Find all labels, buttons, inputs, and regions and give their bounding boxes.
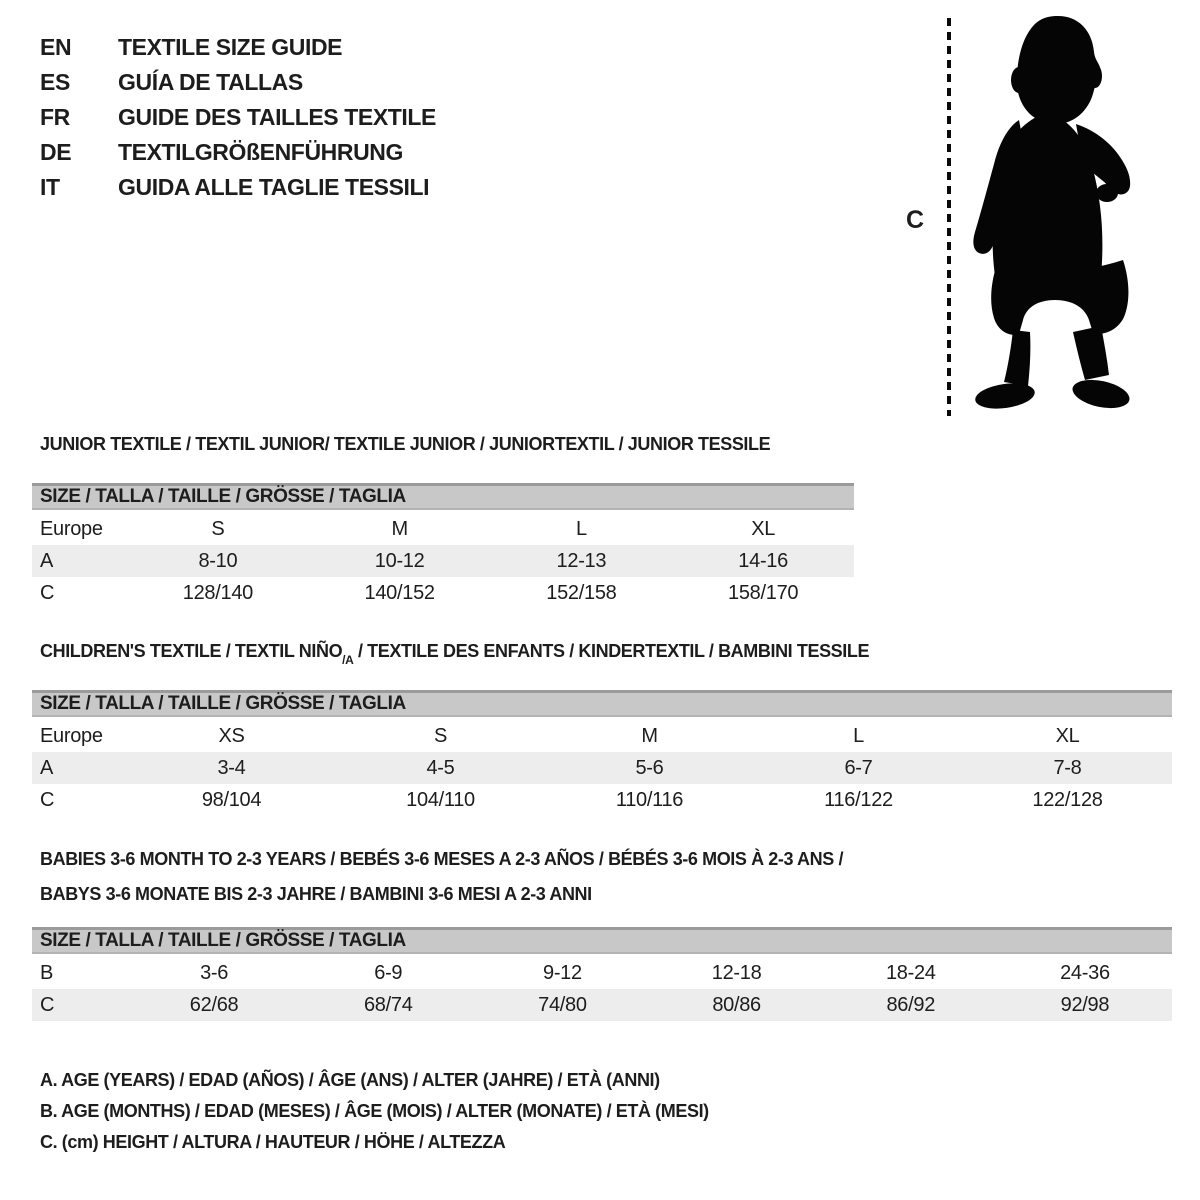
language-title-list (40, 30, 436, 205)
table-cell: 10-12 (374, 549, 425, 572)
guide-title-es: GUÍA DE TALLAS (118, 69, 303, 95)
children-col-l: L (853, 724, 864, 747)
babies-table-size-header: SIZE / TALLA / TAILLE / GRÖSSE / TAGLIA (32, 927, 1172, 954)
row-label: C (40, 581, 55, 604)
children-section-title (40, 641, 869, 665)
children-title-sub: /A (342, 652, 354, 667)
table-cell: 6-7 (844, 756, 873, 779)
table-cell: 92/98 (1060, 993, 1110, 1016)
table-cell: 140/152 (364, 581, 435, 604)
table-cell: 4-5 (426, 756, 455, 779)
table-cell: 158/170 (728, 581, 799, 604)
table-cell: 24-36 (1060, 961, 1110, 984)
table-cell: 152/158 (546, 581, 617, 604)
table-cell: 98/104 (201, 788, 262, 811)
children-col-xs: XS (218, 724, 245, 747)
children-col-s: S (433, 724, 448, 747)
junior-col-l: L (575, 517, 587, 540)
table-cell: 80/86 (712, 993, 761, 1016)
table-cell: 8-10 (198, 549, 238, 572)
table-cell: 3-6 (200, 961, 229, 984)
legend-line-c: C. (cm) HEIGHT / ALTURA / HAUTEUR / HÖHE / ALTEZZA (40, 1132, 506, 1152)
junior-row-height (32, 577, 854, 609)
table-cell: 6-9 (374, 961, 403, 984)
junior-col-xl: XL (751, 517, 776, 540)
row-label: A (40, 549, 54, 572)
junior-table-size-header: SIZE / TALLA / TAILLE / GRÖSSE / TAGLIA (32, 483, 854, 510)
children-size-table (32, 690, 1172, 816)
junior-size-table (32, 483, 854, 609)
children-col-m: M (641, 724, 658, 747)
children-table-size-header: SIZE / TALLA / TAILLE / GRÖSSE / TAGLIA (32, 690, 1172, 717)
table-cell: 7-8 (1053, 756, 1082, 779)
table-cell: 74/80 (538, 993, 587, 1016)
babies-section-title-line2: BABYS 3-6 MONATE BIS 2-3 JAHRE / BAMBINI 3-6 MESI A 2-3 ANNI (40, 884, 592, 904)
junior-section-title: JUNIOR TEXTILE / TEXTIL JUNIOR/ TEXTILE JUNIOR / JUNIORTEXTIL / JUNIOR TESSILE (40, 434, 771, 454)
junior-col-m: M (391, 517, 408, 540)
language-code: EN (40, 34, 72, 60)
babies-size-table (32, 927, 1172, 1021)
children-row-height (32, 784, 1172, 816)
language-code: IT (40, 174, 60, 200)
legend-line-b: B. AGE (MONTHS) / EDAD (MESES) / ÂGE (MOIS) / ALTER (MONATE) / ETÀ (MESI) (40, 1101, 709, 1121)
junior-columns-row (32, 513, 854, 545)
guide-title-fr: GUIDE DES TAILLES TEXTILE (118, 104, 436, 130)
language-code: ES (40, 69, 70, 95)
junior-row-age (32, 545, 854, 577)
table-cell: 18-24 (885, 961, 936, 984)
table-cell: 122/128 (1032, 788, 1103, 811)
row-label: C (40, 993, 55, 1016)
language-row-fr (40, 100, 436, 135)
table-cell: 9-12 (543, 961, 582, 984)
guide-title-it: GUIDA ALLE TAGLIE TESSILI (118, 174, 430, 200)
table-cell: 62/68 (189, 993, 239, 1016)
table-cell: 5-6 (635, 756, 664, 779)
children-col-xl: XL (1055, 724, 1080, 747)
legend-line-a: A. AGE (YEARS) / EDAD (AÑOS) / ÂGE (ANS) / ALTER (JAHRE) / ETÀ (ANNI) (40, 1070, 660, 1090)
toddler-silhouette-image (960, 14, 1138, 418)
height-dashed-line (947, 18, 951, 416)
row-label: C (40, 788, 55, 811)
table-cell: 14-16 (738, 549, 788, 572)
babies-section-title-line1: BABIES 3-6 MONTH TO 2-3 YEARS / BEBÉS 3-6 MESES A 2-3 AÑOS / BÉBÉS 3-6 MOIS À 2-3 ANS / (40, 849, 844, 869)
table-cell: 116/122 (824, 788, 893, 811)
row-label: B (40, 961, 54, 984)
table-cell: 12-18 (711, 961, 762, 984)
language-row-it (40, 170, 436, 205)
babies-row-months (32, 957, 1172, 989)
children-row-age (32, 752, 1172, 784)
junior-col-label: Europe (40, 517, 103, 540)
table-cell: 3-4 (217, 756, 246, 779)
language-row-en (40, 30, 436, 65)
language-code: DE (40, 139, 72, 165)
junior-col-s: S (211, 517, 225, 540)
table-cell: 12-13 (556, 549, 607, 572)
language-code: FR (40, 104, 70, 130)
table-cell: 86/92 (886, 993, 936, 1016)
table-cell: 128/140 (182, 581, 253, 604)
language-row-es (40, 65, 436, 100)
children-title-post: / TEXTILE DES ENFANTS / KINDERTEXTIL / BAMBINI TESSILE (353, 641, 870, 661)
language-row-de (40, 135, 436, 170)
babies-row-height (32, 989, 1172, 1021)
children-col-label: Europe (40, 724, 103, 747)
toddler-silhouette-shapes (973, 16, 1132, 413)
children-columns-row (32, 720, 1172, 752)
table-cell: 104/110 (406, 788, 475, 811)
table-cell: 110/116 (615, 788, 684, 811)
children-title-pre: CHILDREN'S TEXTILE / TEXTIL NIÑO (40, 641, 343, 661)
height-marker-label: C (906, 206, 925, 234)
table-cell: 68/74 (363, 993, 413, 1016)
guide-title-en: TEXTILE SIZE GUIDE (118, 34, 343, 60)
guide-title-de: TEXTILGRÖßENFÜHRUNG (118, 139, 403, 165)
row-label: A (40, 756, 54, 779)
